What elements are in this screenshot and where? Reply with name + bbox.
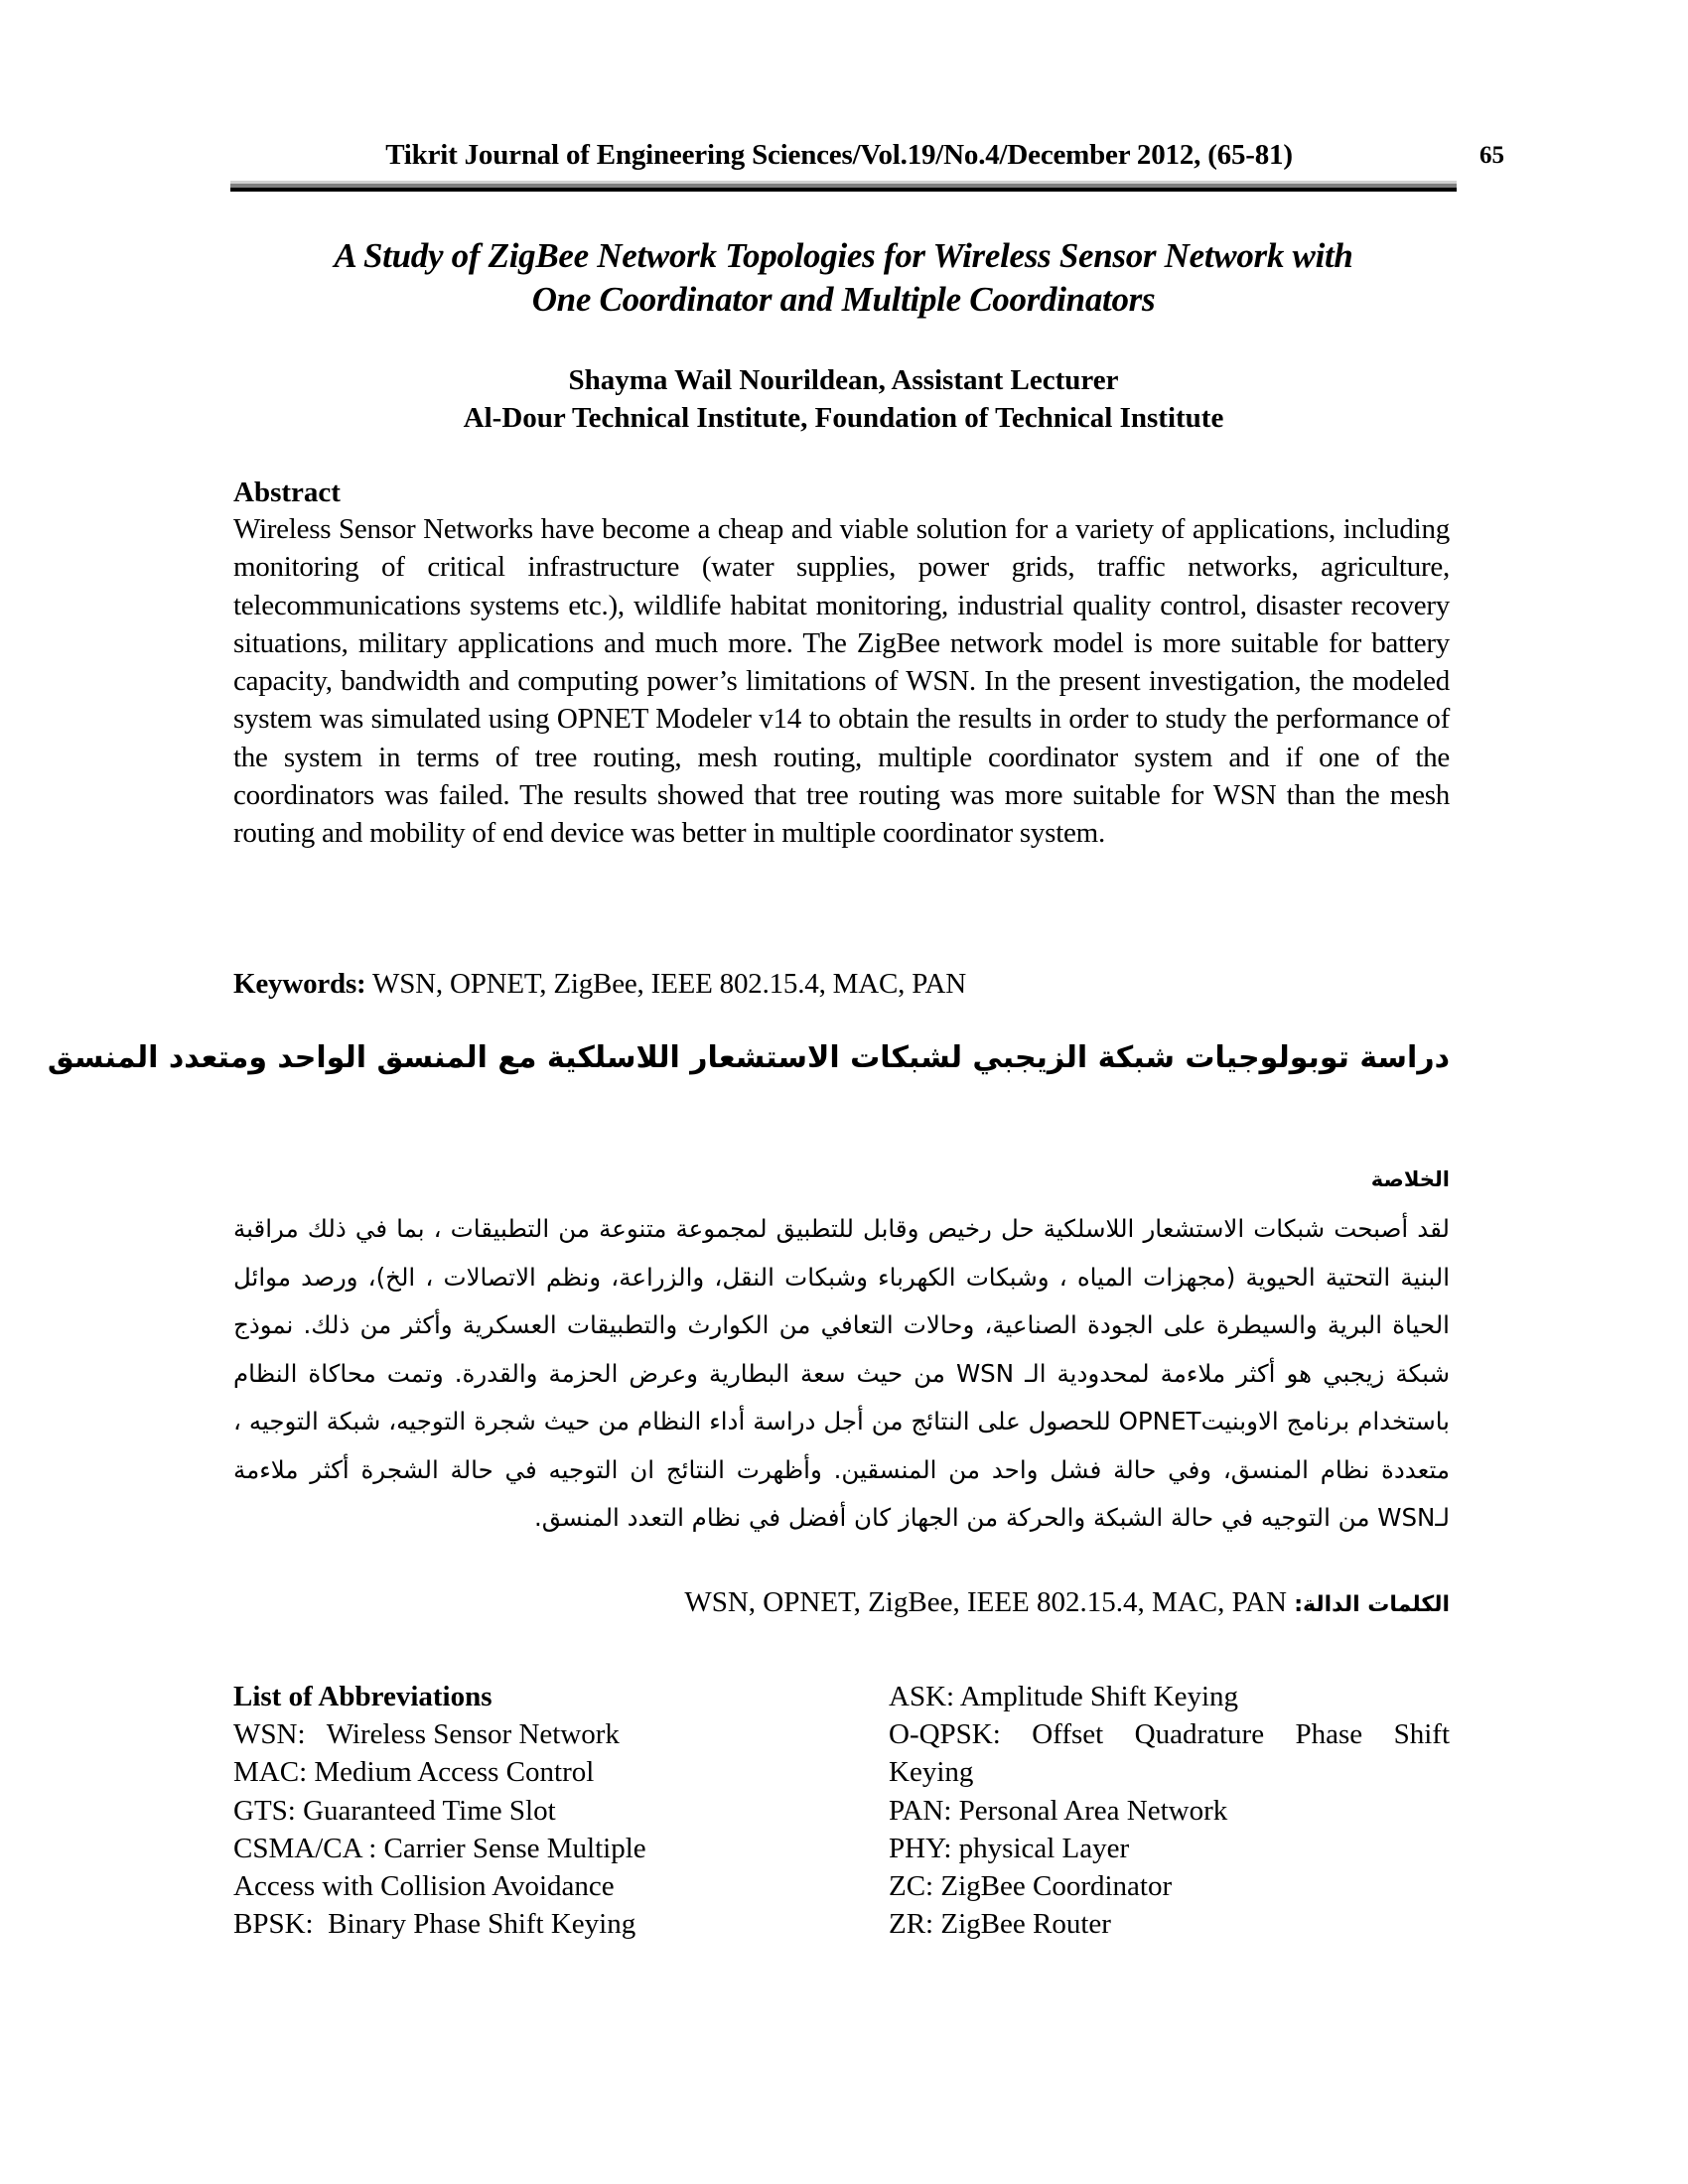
abbreviation-item: ASK: Amplitude Shift Keying bbox=[889, 1681, 1239, 1712]
arabic-abstract-body: لقد أصبحت شبكات الاستشعار اللاسلكية حل رخيص وقابل للتطبيق لمجموعة متنوعة من التطبيقات ، بما في ذلك مراقبة البنية التحتية الحيوية (مجهزات المياه ، وشبكات الكهرباء وشبكات النقل، والزراعة، ونظم الاتصالات ، الخ)، ورصد موائل الحياة البرية والسيطرة على الجودة الصناعية، وحالات التعافي من الكوارث والتطبيقات العسكرية وأكثر من ذلك. نموذج شبكة زيجبي هو أكثر ملاءمة لمحدودية الـ WSN من حيث سعة البطارية وعرض الحزمة والقدرة. وتمت محاكاة النظام باستخدام برنامج الاوبنيتOPNET للحصول على النتائج من أجل دراسة أداء النظام من حيث شجرة التوجيه، شبكة التوجيه ، متعددة نظام المنسق، وفي حالة فشل واحد من المنسقين. وأظهرت النتائج ان التوجيه في حالة الشجرة أكثر ملاءمة لـWSN من التوجيه في حالة الشبكة والحركة من الجهاز كان أفضل في نظام التعدد المنسق. bbox=[233, 1214, 1451, 1532]
abbreviation-item-continued: Keying bbox=[889, 1756, 974, 1789]
abbreviation-item: PHY: physical Layer bbox=[889, 1832, 1130, 1864]
abbreviation-item: ZR: ZigBee Router bbox=[889, 1908, 1111, 1941]
header-rule bbox=[230, 181, 1457, 192]
abbreviation-item: CSMA/CA : Carrier Sense Multiple bbox=[233, 1832, 646, 1864]
keywords bbox=[233, 968, 966, 1001]
author-affiliation: Al-Dour Technical Institute, Foundation of Technical Institute bbox=[463, 402, 1224, 434]
arabic-abstract-heading: الخلاصة bbox=[1370, 1167, 1450, 1191]
paper-title bbox=[230, 234, 1457, 322]
paper-title-line-2: One Coordinator and Multiple Coordinators bbox=[531, 280, 1156, 319]
author-name: Shayma Wail Nourildean, Assistant Lecturer bbox=[568, 364, 1119, 396]
abbreviation-item: WSN: Wireless Sensor Network bbox=[233, 1718, 620, 1751]
header-rule-dark bbox=[230, 188, 1457, 192]
abbreviation-item: BPSK: Binary Phase Shift Keying bbox=[233, 1908, 636, 1941]
abbreviation-item: GTS: Guaranteed Time Slot bbox=[233, 1794, 556, 1827]
arabic-keywords-label: الكلمات الدالة: bbox=[1294, 1592, 1450, 1617]
paper-title-line-1: A Study of ZigBee Network Topologies for Wireless Sensor Network with bbox=[334, 236, 1353, 275]
author-block bbox=[230, 361, 1457, 437]
abbreviation-item: ZC: ZigBee Coordinator bbox=[889, 1870, 1173, 1903]
abstract-body: Wireless Sensor Networks have become a cheap and viable solution for a variety of applications, including monitoring of critical infrastructure (water supplies, power grids, traffic networks, agriculture, telecommunications systems etc.), wildlife habitat monitoring, industrial quality control, disaster recovery situations, military applications and much more. The ZigBee network model is more suitable for battery capacity, bandwidth and computing power’s limitations of WSN. In the present investigation, the modeled system was simulated using OPNET Modeler v14 to obtain the results in order to study the performance of the system in terms of tree routing, mesh routing, multiple coordinator system and if one of the coordinators was failed. The results showed that tree routing was more suitable for WSN than the mesh routing and mobility of end device was better in multiple coordinator system. bbox=[233, 513, 1450, 850]
abbreviation-item: O-QPSK: Offset Quadrature Phase Shift bbox=[889, 1718, 1450, 1751]
keywords-value: WSN, OPNET, ZigBee, IEEE 802.15.4, MAC, PAN bbox=[365, 968, 967, 1000]
abbreviation-item: Access with Collision Avoidance bbox=[233, 1870, 615, 1903]
abbreviations-heading: List of Abbreviations bbox=[233, 1681, 492, 1712]
abbreviations-right-column bbox=[889, 1678, 1450, 1943]
abbreviation-item: MAC: Medium Access Control bbox=[233, 1756, 595, 1789]
running-head: Tikrit Journal of Engineering Sciences/Vol.19/No.4/December 2012, (65-81) bbox=[385, 139, 1293, 171]
arabic-title: دراسة توبولوجيات شبكة الزيجبي لشبكات الاستشعار اللاسلكية مع المنسق الواحد ومتعدد المنسق bbox=[47, 1040, 1450, 1075]
arabic-keywords-value: WSN, OPNET, ZigBee, IEEE 802.15.4, MAC, PAN bbox=[684, 1586, 1287, 1618]
abbreviations-left-column bbox=[233, 1678, 789, 1943]
page-number: 65 bbox=[1479, 142, 1504, 169]
abstract-heading: Abstract bbox=[233, 477, 341, 508]
abbreviation-item: PAN: Personal Area Network bbox=[889, 1794, 1228, 1827]
keywords-label: Keywords: bbox=[233, 968, 366, 1000]
arabic-keywords bbox=[233, 1586, 1450, 1619]
